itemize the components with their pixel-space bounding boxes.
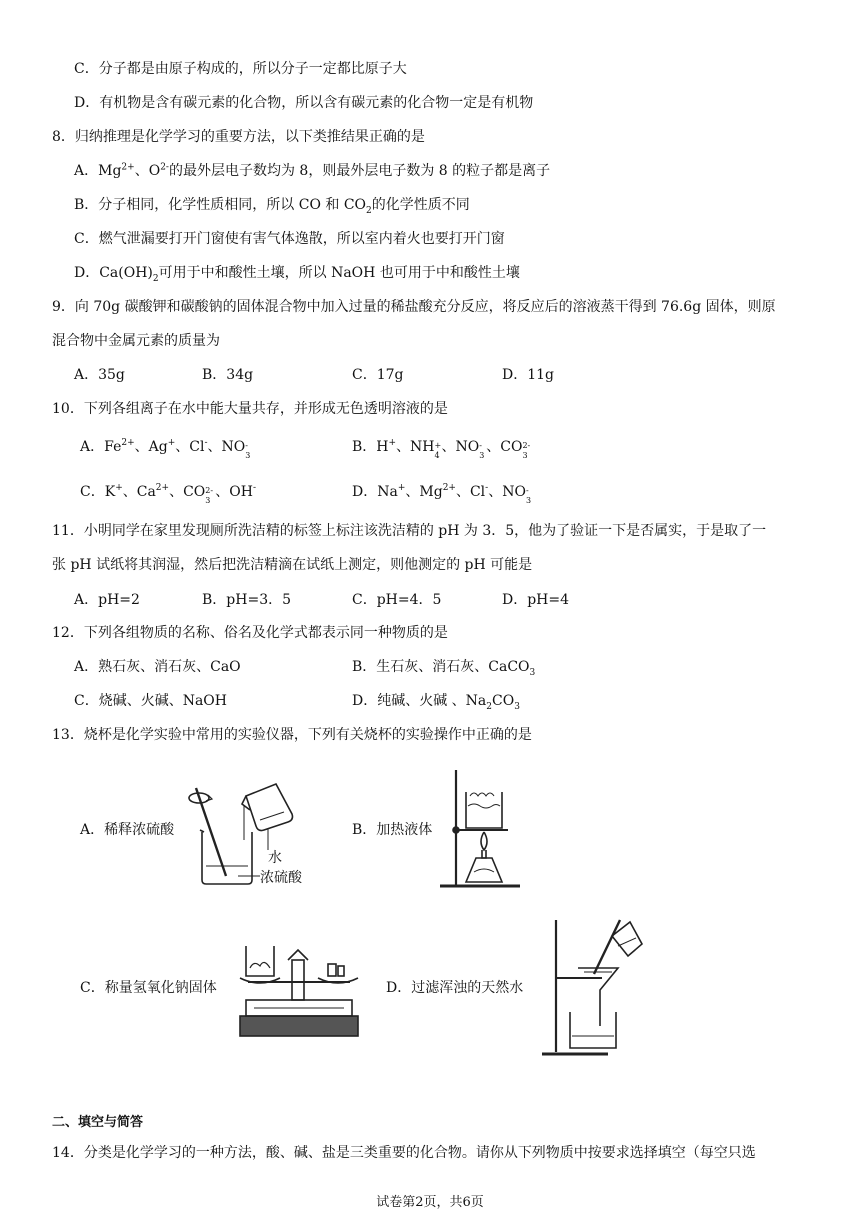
- figure-filtration: [538, 916, 648, 1060]
- q13-stem: 13．烧杯是化学实验中常用的实验仪器，下列有关烧杯的实验操作中正确的是: [52, 727, 532, 743]
- q13-option-c: C．称量氢氧化钠固体: [80, 980, 217, 996]
- q9-option-a: A．35g: [74, 367, 125, 383]
- q8-option-b: B．分子相同，化学性质相同，所以 CO 和 $CO_2$的化学性质不同: [74, 197, 470, 216]
- q10-stem: 10．下列各组离子在水中能大量共存，并形成无色透明溶液的是: [52, 401, 448, 417]
- q8-stem: 8．归纳推理是化学学习的重要方法，以下类推结果正确的是: [52, 129, 425, 145]
- q9-option-c: C．17g: [352, 367, 404, 383]
- q7-option-c: C．分子都是由原子构成的，所以分子一定都比原子大: [74, 61, 407, 77]
- q11-stem-line2: 张 pH 试纸将其润湿，然后把洗洁精滴在试纸上测定，则他测定的 pH 可能是: [52, 557, 533, 573]
- q13-option-b: B．加热液体: [352, 822, 433, 838]
- q8-option-d: D．$Ca(OH)_2$可用于中和酸性土壤，所以 NaOH 也可用于中和酸性土壤: [74, 265, 520, 284]
- q10-option-a: A．$Fe^{2+}$、Ag+、Cl-、NO - 3: [80, 438, 251, 460]
- figure-label-water: 水: [268, 850, 282, 866]
- figure-dilute-acid: [180, 780, 330, 888]
- q12-option-b: B．生石灰、消石灰、CaCO$_3$: [352, 659, 536, 678]
- q10-option-b: B．H+、NH + 4 、NO - 3 、CO 2- 3: [352, 438, 531, 460]
- q12-option-c: C．烧碱、火碱、NaOH: [74, 693, 227, 709]
- q11-option-c: C．pH=4．5: [352, 592, 442, 608]
- q9-option-b: B．34g: [202, 367, 254, 383]
- q11-option-b: B．pH=3．5: [202, 592, 292, 608]
- figure-balance: [234, 938, 364, 1042]
- q12-option-d: D．纯碱、火碱 、$Na_2CO_3$: [352, 693, 520, 712]
- q11-stem-line1: 11．小明同学在家里发现厕所洗洁精的标签上标注该洗洁精的 pH 为 3．5，他为了验证一下是否属实，于是取了一: [52, 523, 767, 539]
- q13-option-d: D．过滤浑浊的天然水: [386, 980, 524, 996]
- figure-heat-liquid: [436, 766, 526, 892]
- q8-option-c: C．燃气泄漏要打开门窗使有害气体逸散，所以室内着火也要打开门窗: [74, 231, 505, 247]
- q12-option-a: A．熟石灰、消石灰、CaO: [74, 659, 241, 675]
- q9-option-d: D．11g: [502, 367, 555, 383]
- figure-label-acid: 浓硫酸: [260, 870, 302, 886]
- q11-option-a: A．pH=2: [74, 592, 140, 608]
- q11-option-d: D．pH=4: [502, 592, 570, 608]
- q10-option-c: C．K+、$Ca^{2+}$、CO 2- 3 、OH-: [80, 483, 257, 505]
- q13-option-a: A．稀释浓硫酸: [80, 822, 175, 838]
- q14-stem: 14．分类是化学学习的一种方法，酸、碱、盐是三类重要的化合物。请你从下列物质中按要求选择填空（每空只选: [52, 1145, 756, 1161]
- section-heading: 二、填空与简答: [52, 1115, 144, 1130]
- q9-stem-line1: 9．向 70g 碳酸钾和碳酸钠的固体混合物中加入过量的稀盐酸充分反应，将反应后的溶液蒸干得到 76.6g 固体，则原: [52, 299, 776, 315]
- q10-option-d: D．Na+、$Mg^{2+}$、Cl-、NO - 3: [352, 483, 532, 505]
- q12-stem: 12．下列各组物质的名称、俗名及化学式都表示同一种物质的是: [52, 625, 448, 641]
- q9-stem-line2: 混合物中金属元素的质量为: [52, 333, 220, 349]
- q8-option-a: A．$Mg^{2+}$、$O^{2-}$的最外层电子数均为 8，则最外层电子数为 8 的粒子都是离子: [74, 162, 551, 179]
- page-footer: 试卷第2页，共6页: [376, 1195, 484, 1210]
- q7-option-d: D．有机物是含有碳元素的化合物，所以含有碳元素的化合物一定是有机物: [74, 95, 534, 111]
